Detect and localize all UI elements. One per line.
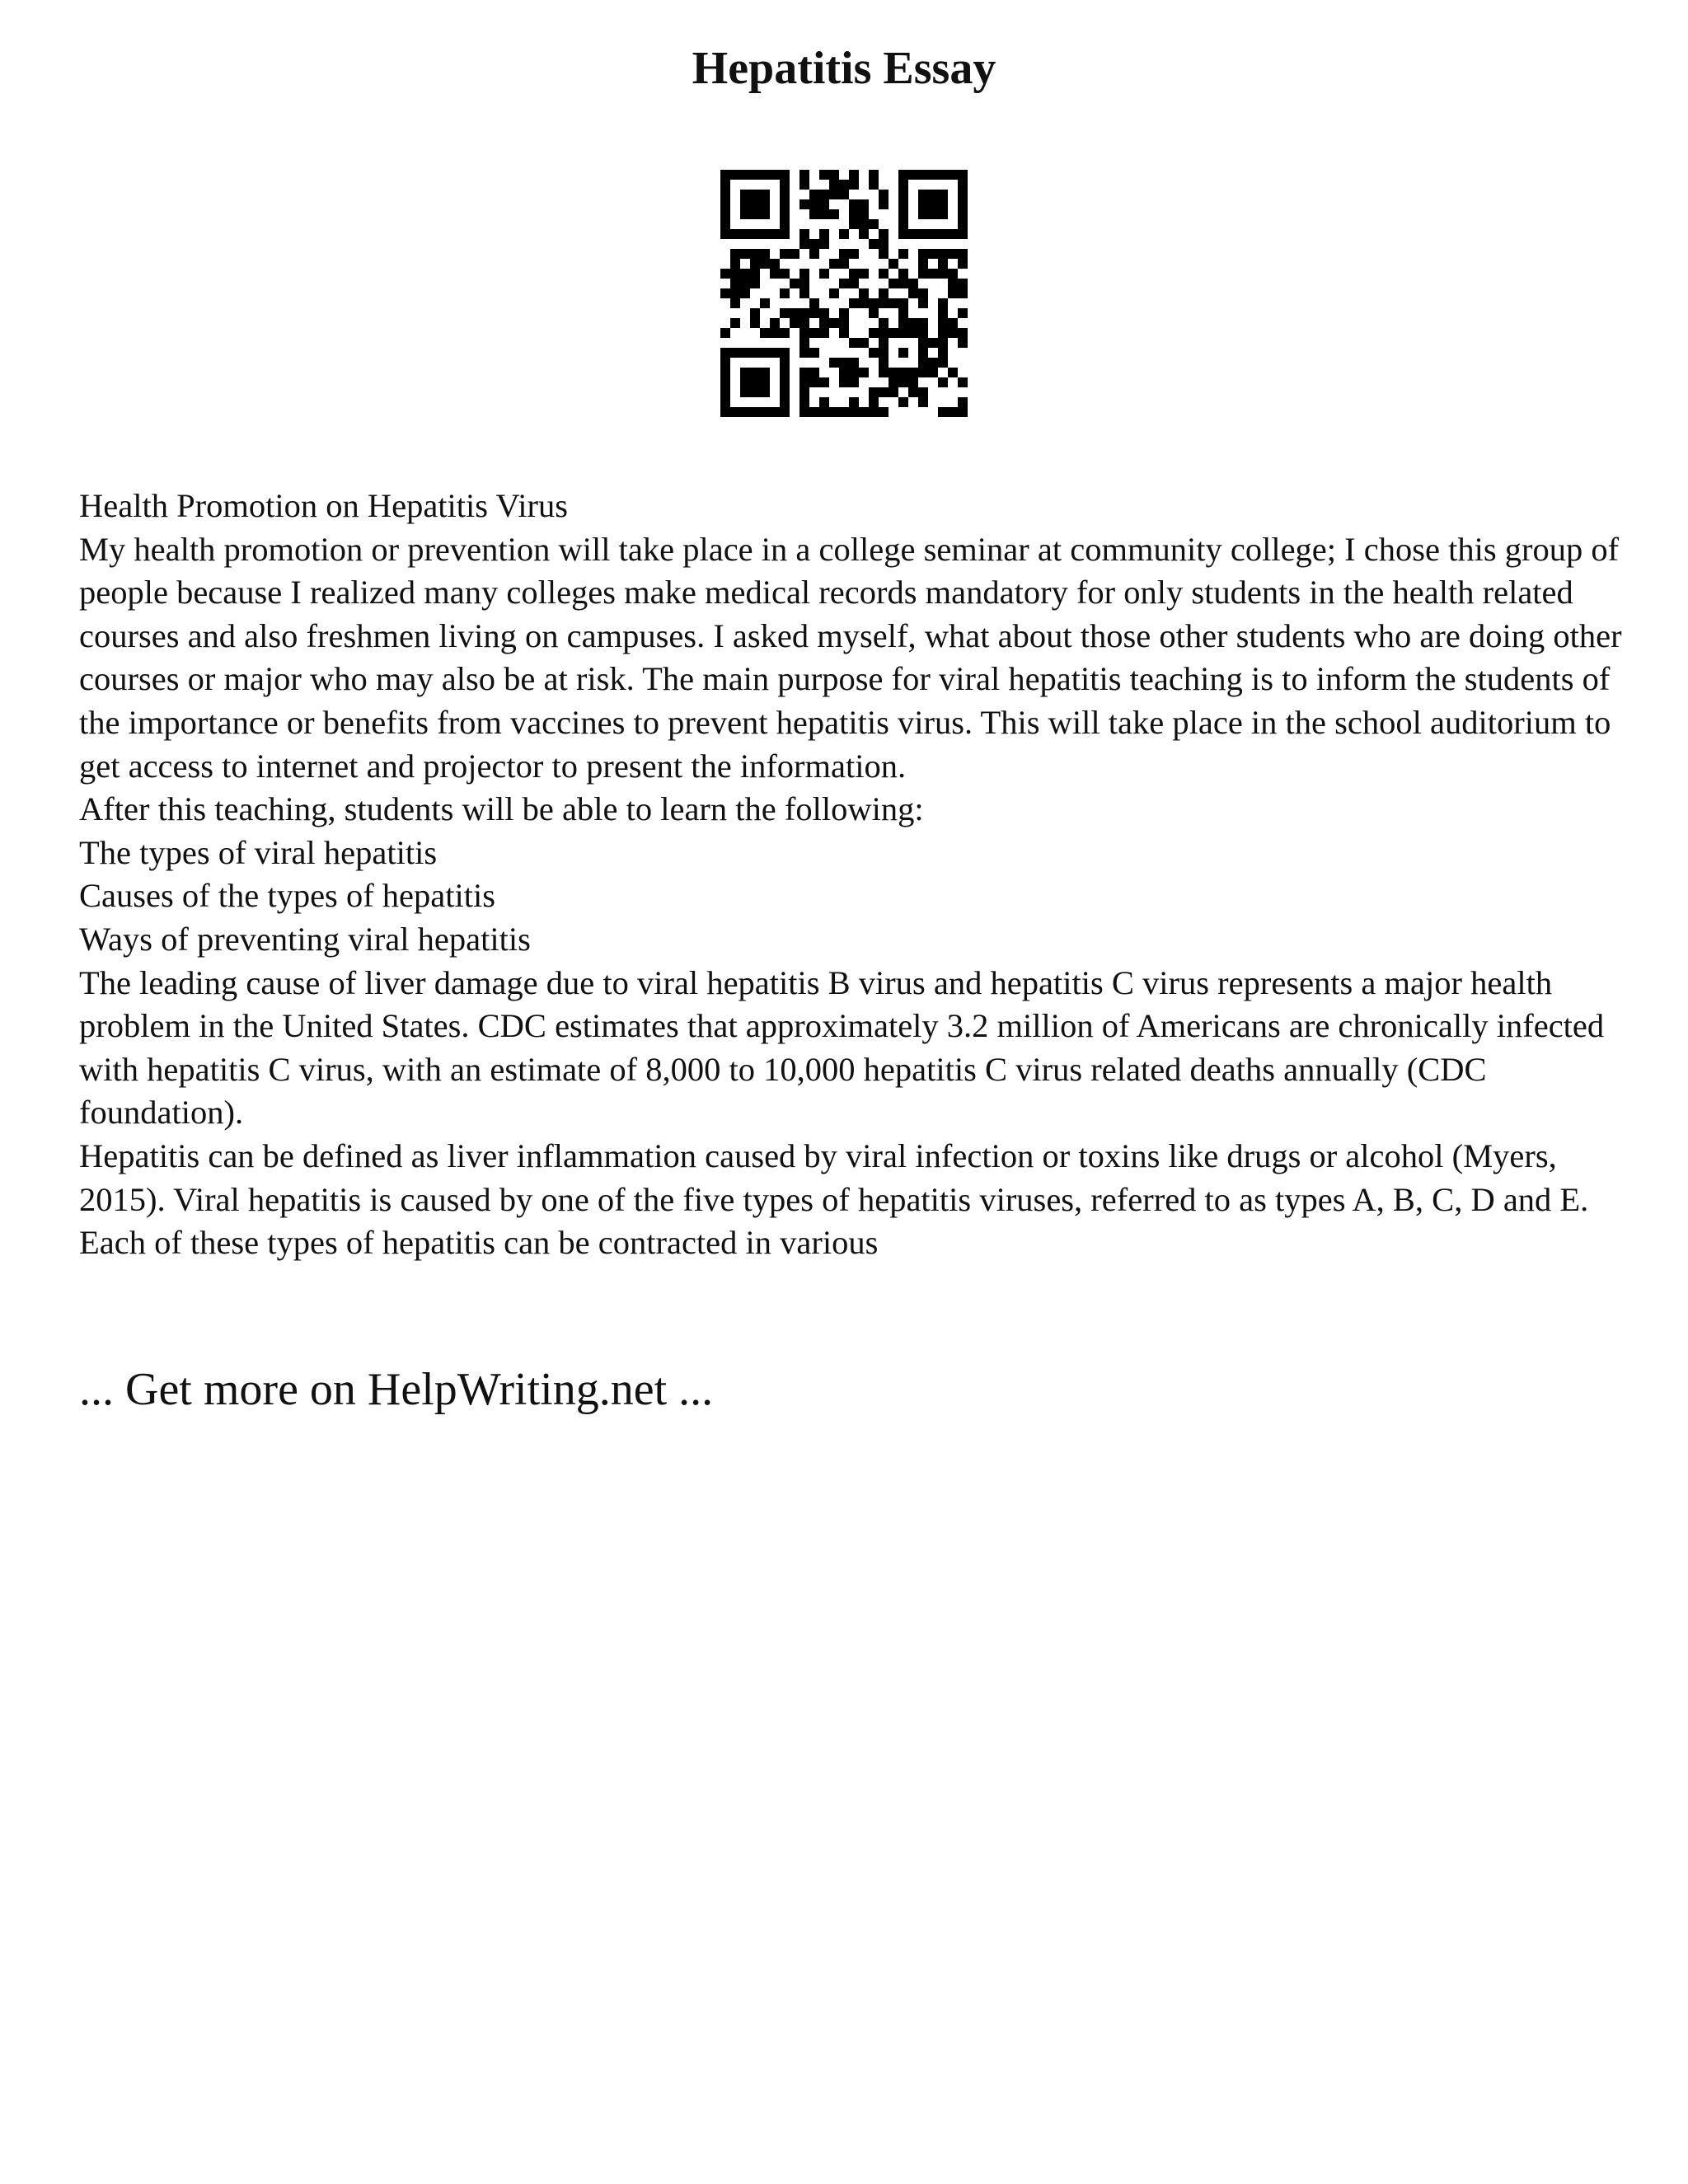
list-item: Causes of the types of hepatitis [79,877,496,915]
essay-body [79,485,1629,1265]
list-item: Ways of preventing viral hepatitis [79,920,531,958]
page-title: Hepatitis Essay [692,43,996,94]
essay-paragraph: My health promotion or prevention will take place in a college seminar at community college; I chose this group of people because I realized many colleges make medical records mandatory for only students in the health related courses and also freshmen living on campuses. I asked myself, what about those other students who are doing other courses or major who may also be at risk. The main purpose for viral hepatitis teaching is to inform the students of the importance or benefits from vaccines to prevent hepatitis virus. This will take place in the school auditorium to get access to internet and projector to present the information. [79,530,1622,785]
qr-code-icon [720,170,968,417]
essay-heading: Health Promotion on Hepatitis Virus [79,487,569,524]
list-intro: After this teaching, students will be able to learn the following: [79,790,924,828]
list-item: The types of viral hepatitis [79,833,438,871]
essay-paragraph: The leading cause of liver damage due to viral hepatitis B virus and hepatitis C virus represents a major health problem in the United States. CDC estimates that approximately 3.2 million of Americans are chronically infected with hepatitis C virus, with an estimate of 8,000 to 10,000 hepatitis C virus related deaths annually (CDC foundation). [79,963,1605,1132]
get-more-link[interactable]: ... Get more on HelpWriting.net ... [79,1364,714,1415]
essay-paragraph: Hepatitis can be defined as liver inflammation caused by viral infection or toxins like drugs or alcohol (Myers, 2015). Viral hepatitis is caused by one of the five types of hepatitis viruses, referred to as types A, B, C, D and E. Each of these types of hepatitis can be contracted in various [79,1137,1589,1262]
